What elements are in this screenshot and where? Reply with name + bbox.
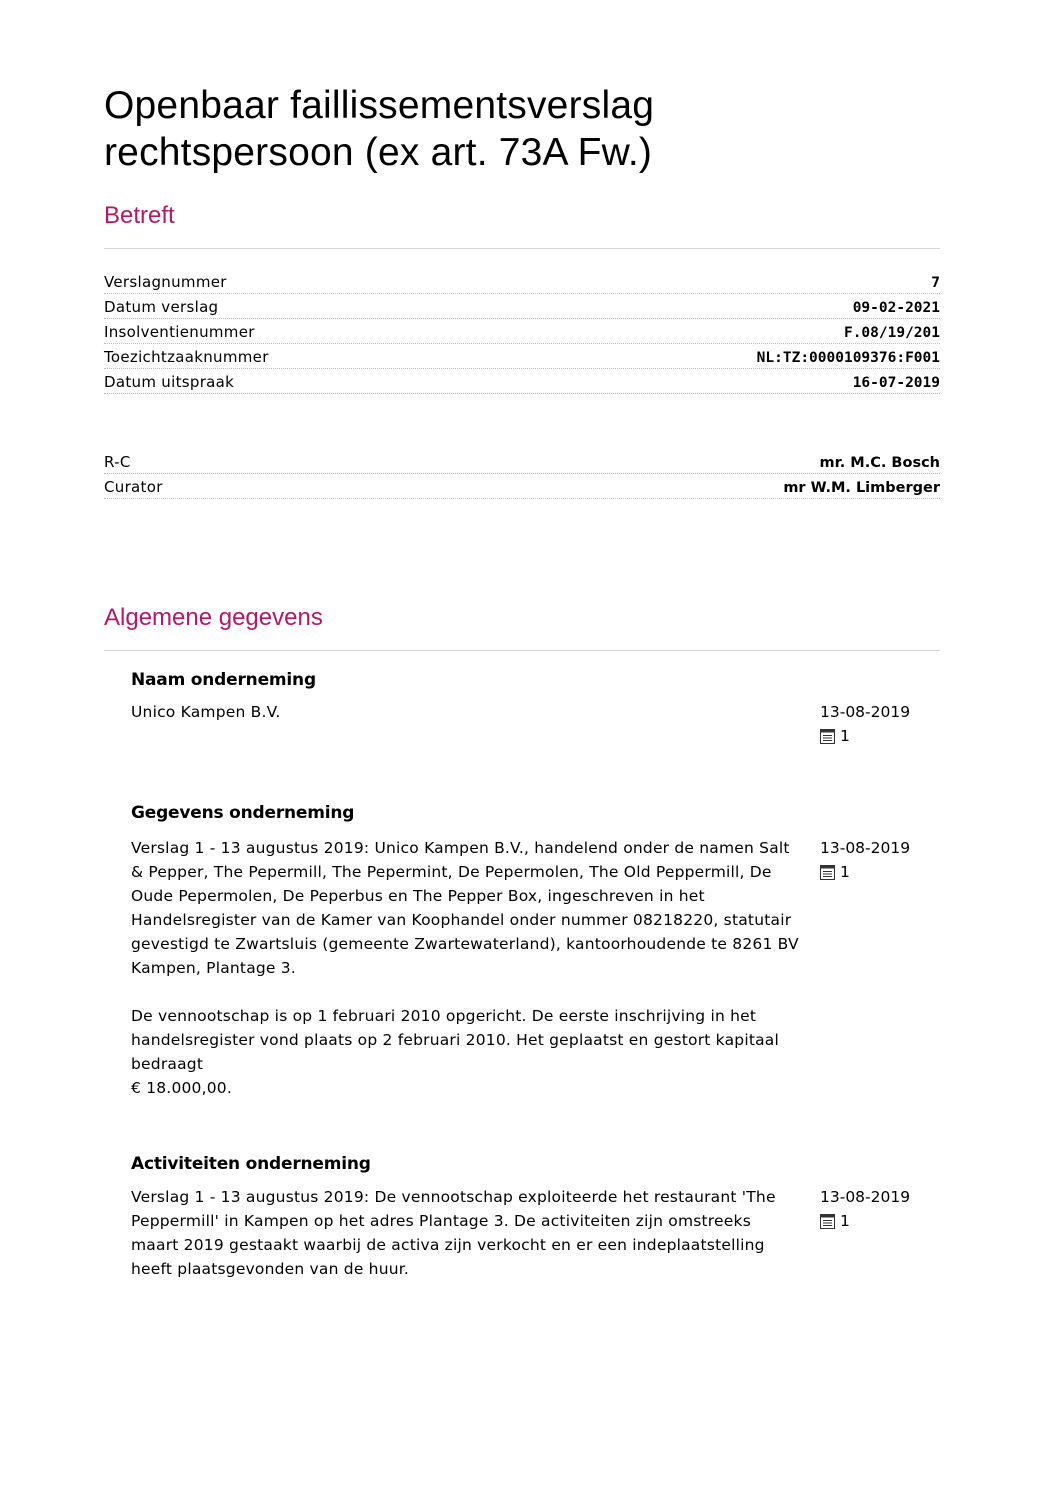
entry-meta	[820, 1185, 940, 1281]
detail-value: mr W.M. Limberger	[783, 480, 940, 496]
case-details-table	[104, 269, 940, 394]
detail-label: R-C	[104, 453, 131, 471]
detail-row-rc	[104, 449, 940, 474]
detail-label: Toezichtzaaknummer	[104, 348, 269, 366]
subsection-title: Gegevens onderneming	[131, 803, 355, 823]
entry-meta	[820, 836, 940, 1100]
detail-row-toezichtzaaknummer	[104, 344, 940, 369]
subsection-title: Activiteiten onderneming	[131, 1154, 371, 1174]
subsection-title: Naam onderneming	[131, 670, 316, 690]
report-entry	[131, 836, 940, 1100]
report-entry	[131, 700, 940, 748]
detail-row-datum-uitspraak	[104, 369, 940, 394]
document-icon	[820, 1214, 835, 1229]
people-table	[104, 449, 940, 499]
reference-number: 1	[840, 1212, 850, 1230]
entry-meta	[820, 700, 940, 748]
detail-row-curator	[104, 474, 940, 499]
detail-value: 7	[931, 275, 940, 291]
attachment-reference[interactable]	[820, 1209, 940, 1233]
attachment-reference[interactable]	[820, 724, 940, 748]
document-icon	[820, 865, 835, 880]
detail-value: 16-07-2019	[852, 375, 940, 391]
entry-paragraph: Verslag 1 - 13 augustus 2019: Unico Kampen B.V., handelend onder de namen Salt & Pepper, The Pepermill, The Pepermint, De Pepermolen, The Old Peppermill, De Oude Pepermolen, De Peperbus en The Pepper Box, ingeschreven in het Handelsregister van de Kamer van Koophandel onder nummer 08218220, statutair gevestigd te Zwartsluis (gemeente Zwartewaterland), kantoorhoudende te 8261 BV Kampen, Plantage 3.	[131, 839, 799, 977]
detail-value: F.08/19/201	[843, 325, 940, 341]
document-icon	[820, 729, 835, 744]
entry-paragraph: € 18.000,00.	[131, 1079, 233, 1097]
detail-value: 09-02-2021	[852, 300, 940, 316]
entry-paragraph: De vennootschap is op 1 februari 2010 opgericht. De eerste inschrijving in het handelsregister vond plaats op 2 februari 2010. Het geplaatst en gestort kapitaal bedraagt	[131, 1007, 780, 1073]
subsection-gegevens-onderneming	[131, 803, 940, 1100]
subsection-activiteiten-onderneming	[131, 1154, 940, 1281]
report-page	[104, 82, 940, 1281]
entry-date: 13-08-2019	[820, 1188, 911, 1206]
report-entry	[131, 1185, 940, 1281]
reference-number: 1	[840, 863, 850, 881]
entry-text	[131, 836, 801, 1100]
entry-date: 13-08-2019	[820, 703, 911, 721]
entry-text	[131, 1185, 801, 1281]
reference-number: 1	[840, 727, 850, 745]
entry-date: 13-08-2019	[820, 839, 911, 857]
section-divider	[104, 248, 940, 249]
detail-label: Insolventienummer	[104, 323, 255, 341]
detail-row-insolventienummer	[104, 319, 940, 344]
title-line-1: Openbaar faillissementsverslag	[104, 84, 655, 127]
attachment-reference[interactable]	[820, 860, 940, 884]
detail-value: mr. M.C. Bosch	[819, 455, 940, 471]
detail-value: NL:TZ:0000109376:F001	[756, 350, 940, 366]
detail-label: Datum verslag	[104, 298, 219, 316]
detail-row-verslagnummer	[104, 269, 940, 294]
entry-paragraph: Verslag 1 - 13 augustus 2019: De vennootschap exploiteerde het restaurant 'The Peppermill' in Kampen op het adres Plantage 3. De activiteiten zijn omstreeks maart 2019 gestaakt waarbij de activa zijn verkocht en er een indeplaatstelling heeft plaatsgevonden van de huur.	[131, 1188, 776, 1278]
entry-text	[131, 700, 801, 748]
detail-label: Datum uitspraak	[104, 373, 235, 391]
document-title	[104, 82, 940, 176]
title-line-2: rechtspersoon (ex art. 73A Fw.)	[104, 131, 653, 174]
entry-paragraph: Unico Kampen B.V.	[131, 703, 281, 721]
section-divider	[104, 650, 940, 651]
section-heading-algemene-gegevens: Algemene gegevens	[104, 604, 323, 631]
subsection-naam-onderneming	[131, 670, 940, 748]
detail-label: Curator	[104, 478, 163, 496]
detail-label: Verslagnummer	[104, 273, 227, 291]
detail-row-datum-verslag	[104, 294, 940, 319]
section-heading-betreft: Betreft	[104, 202, 175, 229]
